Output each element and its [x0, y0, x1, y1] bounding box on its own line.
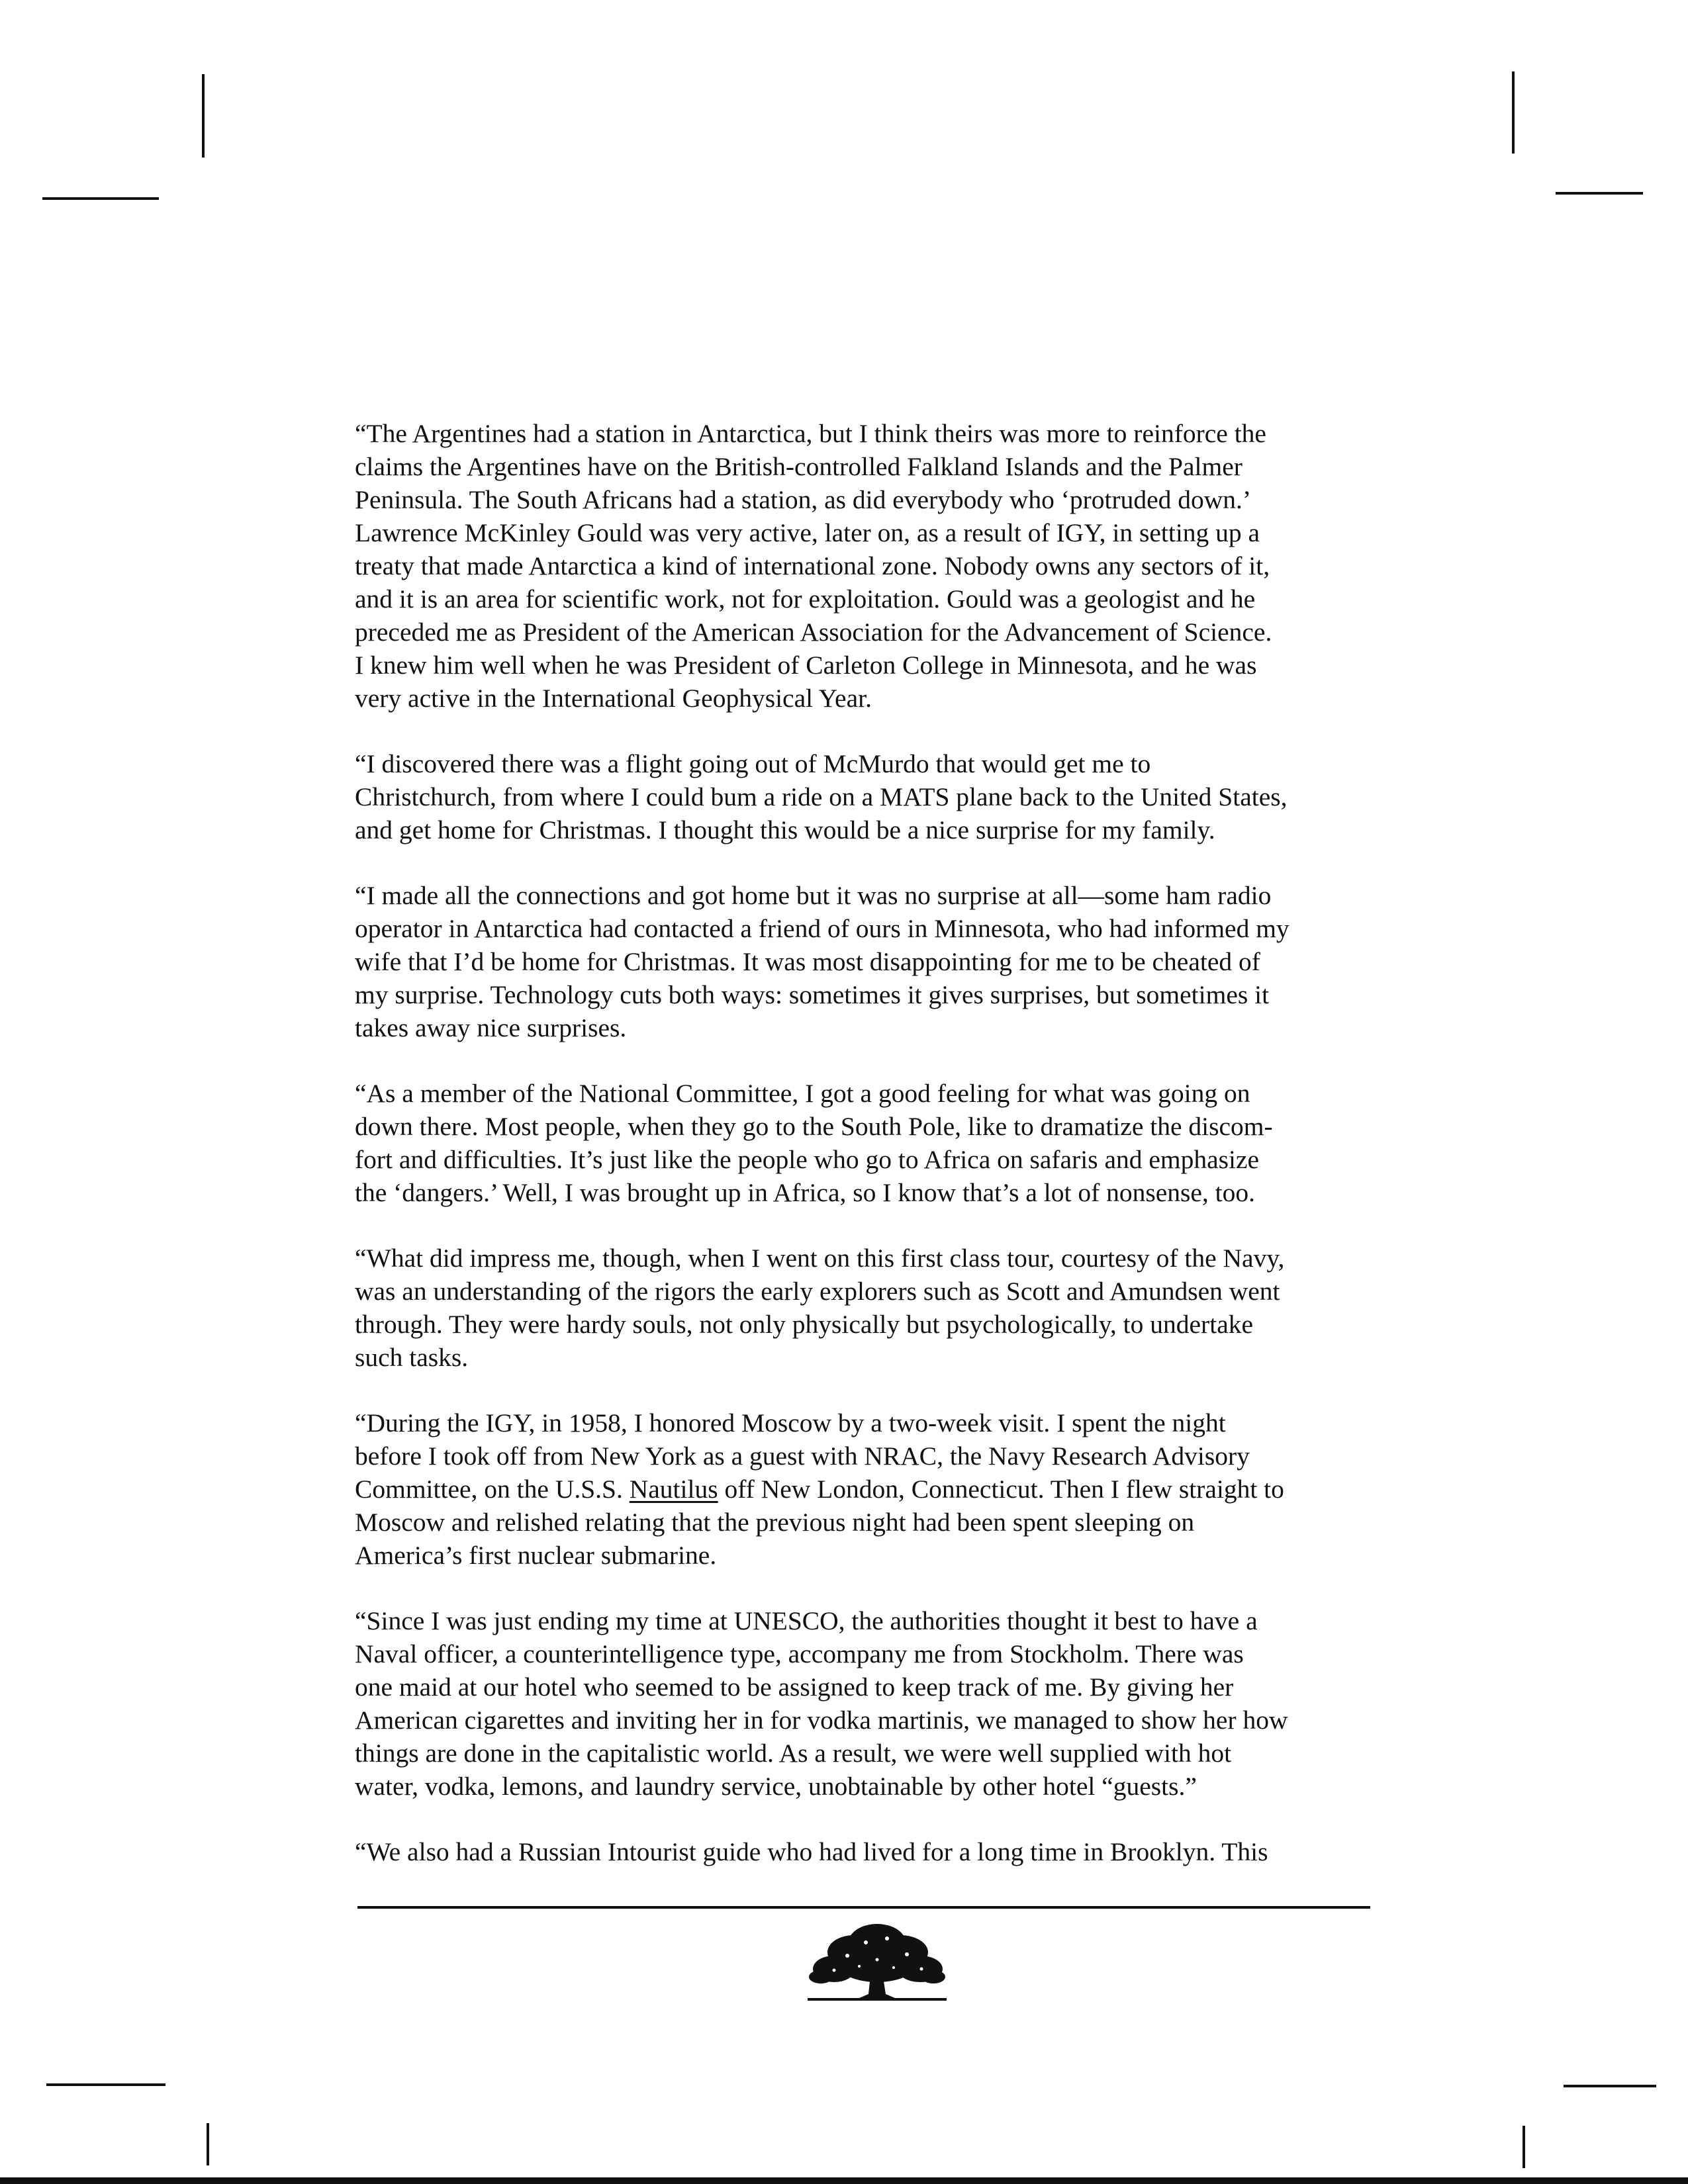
ship-name: Nautilus: [629, 1475, 718, 1504]
text-line: one maid at our hotel who seemed to be assigned to keep track of me. By giving her: [355, 1672, 1234, 1702]
text-line: Naval officer, a counterintelligence type, accompany me from Stockholm. There was: [355, 1639, 1244, 1668]
text-line: down there. Most people, when they go to the South Pole, like to dramatize the discom-: [355, 1112, 1273, 1141]
crop-mark-bottom-left-vertical: [207, 2123, 209, 2165]
text-line: the ‘dangers.’ Well, I was brought up in Africa, so I know that’s a lot of nonsense, too.: [355, 1178, 1256, 1207]
text-line: “I made all the connections and got home but it was no surprise at all—some ham radio: [355, 881, 1272, 910]
text-line: claims the Argentines have on the British-controlled Falkland Islands and the Palmer: [355, 452, 1243, 481]
text-line: my surprise. Technology cuts both ways: sometimes it gives surprises, but sometimes it: [355, 980, 1270, 1009]
paragraph: [355, 1406, 1374, 1572]
crop-mark-bottom-right-vertical: [1523, 2126, 1525, 2168]
crop-mark-bottom-left-horizontal: [46, 2083, 165, 2086]
text-line: Christchurch, from where I could bum a ride on a MATS plane back to the United States,: [355, 782, 1288, 811]
text-line: through. They were hardy souls, not only physically but psychologically, to undertake: [355, 1310, 1254, 1339]
crop-mark-bottom-right-horizontal: [1564, 2085, 1656, 2087]
text-line: very active in the International Geophysical Year.: [355, 684, 872, 713]
text-line: “We also had a Russian Intourist guide who had lived for a long time in Brooklyn. This: [355, 1837, 1268, 1866]
crop-mark-top-left-vertical: [202, 74, 205, 158]
document-body: [355, 417, 1374, 1868]
text-line: “Since I was just ending my time at UNESCO, the authorities thought it best to have a: [355, 1606, 1258, 1635]
text-line: before I took off from New York as a guest with NRAC, the Navy Research Advisory: [355, 1441, 1250, 1471]
page-bottom-edge: [0, 2177, 1688, 2184]
text-line: takes away nice surprises.: [355, 1013, 627, 1042]
paragraph: [355, 879, 1374, 1044]
text-segment: off New London, Connecticut. Then I flew straight to: [718, 1475, 1284, 1504]
text-line: fort and difficulties. It’s just like the people who go to Africa on safaris and emphasize: [355, 1145, 1260, 1174]
text-line: “I discovered there was a flight going out of McMurdo that would get me to: [355, 749, 1151, 778]
text-line: American cigarettes and inviting her in for vodka martinis, we managed to show her how: [355, 1706, 1288, 1735]
crop-mark-top-right-vertical: [1512, 71, 1515, 154]
paragraph: [355, 747, 1374, 846]
text-line: Lawrence McKinley Gould was very active, later on, as a result of IGY, in setting up a: [355, 518, 1260, 547]
text-line: “During the IGY, in 1958, I honored Moscow by a two-week visit. I spent the night: [355, 1408, 1226, 1437]
text-line: Moscow and relished relating that the previous night had been spent sleeping on: [355, 1508, 1195, 1537]
paragraph: [355, 1835, 1374, 1868]
paragraph: [355, 1077, 1374, 1209]
text-line: operator in Antarctica had contacted a friend of ours in Minnesota, who had informed my: [355, 914, 1289, 943]
text-line: and it is an area for scientific work, not for exploitation. Gould was a geologist and he: [355, 584, 1256, 614]
paragraph: [355, 1604, 1374, 1803]
text-segment: Committee, on the U.S.S.: [355, 1475, 630, 1504]
tree-logo-icon: [808, 1916, 947, 2005]
text-line: and get home for Christmas. I thought this would be a nice surprise for my family.: [355, 815, 1215, 844]
text-line: America’s first nuclear submarine.: [355, 1541, 717, 1570]
text-line: I knew him well when he was President of Carleton College in Minnesota, and he was: [355, 651, 1257, 680]
footer-rule: [357, 1906, 1370, 1909]
paragraph: [355, 417, 1374, 715]
text-line: such tasks.: [355, 1343, 469, 1372]
text-line: wife that I’d be home for Christmas. It was most disappointing for me to be cheated of: [355, 947, 1260, 976]
text-line: [355, 1473, 1374, 1506]
crop-mark-top-right-horizontal: [1556, 192, 1643, 195]
paragraph: [355, 1242, 1374, 1374]
text-line: “What did impress me, though, when I went on this first class tour, courtesy of the Navy,: [355, 1244, 1285, 1273]
text-line: treaty that made Antarctica a kind of international zone. Nobody owns any sectors of it,: [355, 551, 1270, 580]
text-line: things are done in the capitalistic world. As a result, we were well supplied with hot: [355, 1739, 1232, 1768]
text-line: preceded me as President of the American Association for the Advancement of Science.: [355, 617, 1272, 647]
text-line: was an understanding of the rigors the early explorers such as Scott and Amundsen went: [355, 1277, 1280, 1306]
crop-mark-top-left-horizontal: [42, 197, 159, 200]
text-line: “The Argentines had a station in Antarctica, but I think theirs was more to reinforce the: [355, 419, 1266, 448]
text-line: “As a member of the National Committee, I got a good feeling for what was going on: [355, 1079, 1250, 1108]
text-line: Peninsula. The South Africans had a station, as did everybody who ‘protruded down.’: [355, 485, 1252, 514]
text-line: water, vodka, lemons, and laundry service, unobtainable by other hotel “guests.”: [355, 1772, 1197, 1801]
